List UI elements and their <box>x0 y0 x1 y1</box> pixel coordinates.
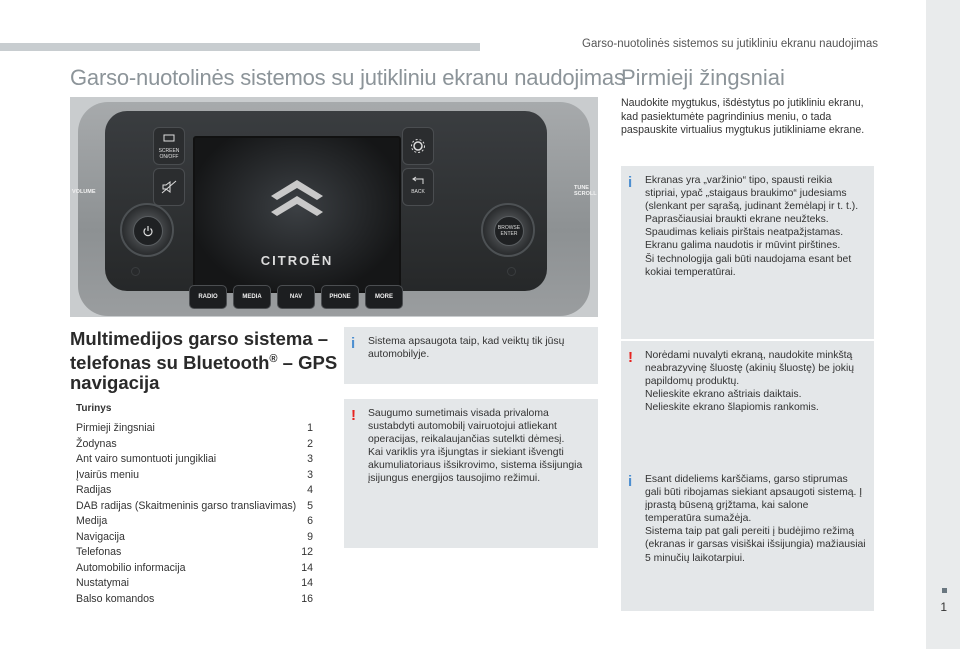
toc-entry-label: Telefonas <box>76 546 122 558</box>
toc-entry-page: 16 <box>301 592 313 605</box>
toc-entry-label: Pirmieji žingsniai <box>76 422 155 434</box>
mute-icon <box>161 180 177 194</box>
toc-entry <box>76 499 313 515</box>
toc-entry-label: Ant vairo sumontuoti jungikliai <box>76 453 217 465</box>
head-unit-face <box>105 111 547 300</box>
brand-name: CITROËN <box>260 253 334 268</box>
note-text: Norėdami nuvalyti ekraną, naudokite minkštą neabrazyvinę šluostę (akinių šluostę) be jokių papildomų produktų. Nelieskite ekrano aštriais daiktais. Nelieskite ekrano šlapiomis rankomis. <box>645 350 855 414</box>
warning-icon: ! <box>628 349 633 366</box>
toc-entry-page: 14 <box>301 577 313 589</box>
volume-knob <box>120 203 174 257</box>
toc-entry-page: 1 <box>307 422 313 434</box>
info-note-heat <box>621 465 874 611</box>
info-icon: i <box>351 335 356 352</box>
table-of-contents <box>76 421 313 607</box>
nav-button: NAV <box>277 285 315 309</box>
info-note-screen <box>621 166 874 339</box>
screen-onoff-button <box>153 127 185 165</box>
settings-button <box>402 127 434 165</box>
touch-screen <box>193 136 401 293</box>
toc-heading: Turinys <box>76 403 112 414</box>
toc-entry <box>76 561 313 577</box>
toc-entry-page: 9 <box>307 530 313 543</box>
page-title: Garso-nuotolinės sistemos su jutikliniu ekranu naudojimas <box>70 65 625 90</box>
header-rule <box>0 43 480 51</box>
note-text: Sistema apsaugota taip, kad veiktų tik jūsų automobilyje. <box>368 336 565 361</box>
note-text: Esant dideliems karščiams, garso stiprumas gali būti ribojamas siekiant apsaugoti sistemą. Į įprastą būseną grįžtama, kai salone temperatūra sumažėja. Sistema taip pat gali pereiti į budėjimo režimą (ekranas ir garsas visiškai išsijungia) mažiausiai 5 minučių laikotarpiui. <box>645 474 866 564</box>
toc-entry <box>76 514 313 530</box>
page-number: 1 <box>940 600 947 614</box>
screen-icon <box>163 134 175 142</box>
manual-title-tail: – GPS navigacija <box>70 352 338 394</box>
tune-scroll-label: TUNE SCROLL <box>574 185 597 197</box>
phone-button: PHONE <box>321 285 359 309</box>
page-marker-dot <box>942 588 947 593</box>
toc-entry <box>76 468 313 484</box>
head-unit-illustration <box>70 97 598 317</box>
toc-entry-label: Nustatymai <box>76 577 129 589</box>
tune-knob <box>481 203 535 257</box>
power-icon <box>142 225 154 237</box>
toc-entry-label: Žodynas <box>76 437 117 450</box>
indicator-hole-right <box>507 267 516 276</box>
back-arrow-icon <box>411 176 425 186</box>
info-icon: i <box>628 174 633 191</box>
back-button <box>402 168 434 206</box>
toc-entry <box>76 576 313 592</box>
toc-entry-page: 12 <box>301 546 313 558</box>
menu-button-row <box>189 285 403 309</box>
screen-onoff-label: SCREEN ON/OFF <box>158 148 180 160</box>
warning-note-safety <box>344 399 598 548</box>
toc-entry-label: DAB radijas (Skaitmeninis garso transliavimas) <box>76 499 297 512</box>
more-button: MORE <box>365 285 403 309</box>
toc-entry-label: Radijas <box>76 484 112 496</box>
toc-entry <box>76 592 313 608</box>
toc-entry <box>76 452 313 468</box>
toc-entry <box>76 421 313 437</box>
toc-entry-page: 4 <box>307 484 313 496</box>
toc-entry-label: Balso komandos <box>76 592 155 605</box>
toc-entry-label: Navigacija <box>76 530 125 543</box>
manual-title <box>70 329 340 393</box>
power-button <box>133 216 163 246</box>
browse-enter-button: BROWSE ENTER <box>494 216 524 246</box>
citroen-chevrons-icon <box>267 176 327 218</box>
registered-mark: ® <box>269 353 278 365</box>
note-text: Saugumo sumetimais visada privaloma sustabdyti automobilį vairuotojui atliekant operacijas, reikalaujančias sutelkti dėmesį. Kai variklis yra išjungtas ir siekiant išvengti akumuliatoriaus išsikrovimo, sistema išsijungia įsijungus energijos tausojimo režimui. <box>368 408 583 485</box>
info-icon: i <box>628 473 633 490</box>
note-text: Ekranas yra „varžinio“ tipo, spausti reikia stipriai, ypač „staigaus braukimo“ judesiams (slenkant per sąrašą, judinant žemėlapį ir t. t.). Paprasčiausiai braukti ekrane neužteks. Spaudimas keliais pirštais neatpažįstamas. Ekranu galima naudotis ir mūvint pirštines. Ši technologija gali būti naudojama esant bet kokiai temperatūrai. <box>645 175 859 278</box>
page-edge-strip <box>926 0 960 649</box>
toc-entry-label: Automobilio informacija <box>76 561 186 574</box>
toc-entry-label: Įvairūs meniu <box>76 468 139 481</box>
toc-entry-page: 6 <box>307 515 313 527</box>
mute-button <box>153 168 185 206</box>
warning-icon: ! <box>351 407 356 424</box>
info-note-antitheft <box>344 327 598 384</box>
toc-entry-label: Medija <box>76 515 108 527</box>
back-label: BACK <box>411 189 425 195</box>
section-title: Pirmieji žingsniai <box>621 65 785 90</box>
indicator-hole-left <box>131 267 140 276</box>
media-button: MEDIA <box>233 285 271 309</box>
warning-note-cleaning <box>621 341 874 466</box>
toc-entry-page: 2 <box>307 437 313 450</box>
toc-entry-page: 3 <box>307 468 313 481</box>
toc-entry <box>76 545 313 561</box>
volume-label: VOLUME <box>72 189 96 195</box>
toc-entry-page: 3 <box>307 453 313 465</box>
toc-entry-page: 5 <box>307 499 313 512</box>
manual-title-main: Multimedijos garso sistema – telefonas su Bluetooth <box>70 328 329 374</box>
intro-paragraph: Naudokite mygtukus, išdėstytus po jutikliniu ekranu, kad pasiektumėte pagrindinius meniu, o tada paspauskite virtualius mygtukus jutikliniame ekrane. <box>621 97 865 137</box>
radio-button: RADIO <box>189 285 227 309</box>
gear-icon <box>410 138 426 154</box>
toc-entry <box>76 530 313 546</box>
toc-entry <box>76 437 313 453</box>
running-header: Garso-nuotolinės sistemos su jutikliniu ekranu naudojimas <box>582 38 878 50</box>
toc-entry <box>76 483 313 499</box>
toc-entry-page: 14 <box>301 561 313 574</box>
